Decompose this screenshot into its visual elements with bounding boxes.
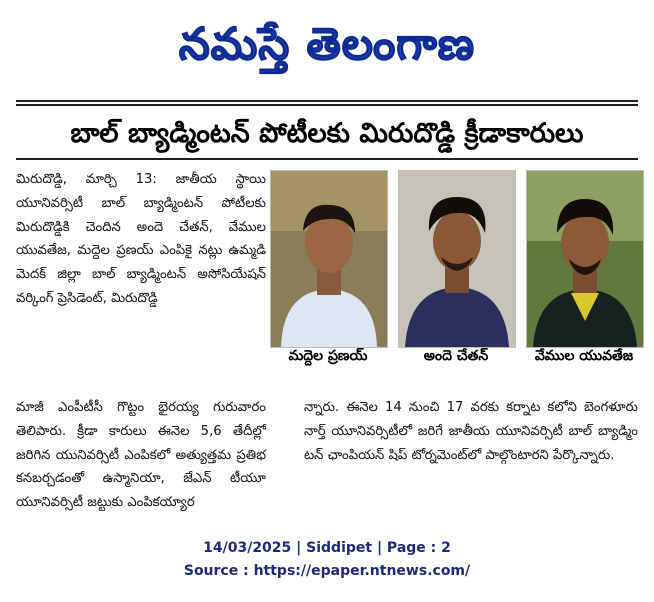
article-headline: బాల్ బ్యాడ్మింటన్ పోటీలకు మిరుదొడ్డి క్రీడాకారులు	[70, 118, 584, 149]
article-column-1: మిరుదొడ్డి, మార్చి 13: జాతీయ స్థాయి యూనివర్సిటీ బాల్ బ్యాడ్మింటన్ పోటీలకు మిరుదొడ్డికి చెందిన అందె చేతన్, వేముల యువతేజ, మద్దెల ప్రణయ్ ఎంపికై నట్లు ఉమ్మడి మెదక్ జిల్లా బాల్ బ్యాడ్మింటన్ అసోసియేషన్ వర్కింగ్ ప్రెసిడెంట్, మిరుదొడ్డి	[16, 172, 266, 306]
footer-date-line: 14/03/2025 | Siddipet | Page : 2	[203, 540, 451, 556]
article-column-3: న్నారు. ఈనెల 14 నుంచి 17 వరకు కర్నాట కలోని బెంగళూరు నార్త్ యూనివర్సిటీలో జరిగే జాతీయ యూనివర్సిటీ బాల్ బ్యాడ్మిం టన్ ఛాంపియన్ షిప్ టోర్నమెంట్‌లో పాల్గొంటారని పేర్కొన్నారు.	[304, 400, 638, 463]
news-clipping	[16, 8, 638, 538]
masthead-title: నమస్తే తెలంగాణ	[178, 19, 476, 70]
photo-caption-3: వేముల యువతేజ	[534, 348, 634, 364]
photo-player-2	[398, 170, 516, 348]
photo-player-3	[526, 170, 644, 348]
article-column-2: మాజీ ఎంపీటీసీ గొట్టం భైరయ్య గురువారం తెలిపారు. క్రీడా కారులు ఈనెల 5,6 తేదీల్లో జరిగిన యునివర్సిటీ ఎంపికలో అత్యుత్తమ ప్రతిభ కనబర్చడంతో ఉస్మానియా, జేఎన్ టీయూ యూనివర్సిటీ జట్టుకు ఎంపికయ్యార	[16, 400, 266, 511]
masthead	[16, 8, 638, 92]
masthead-divider	[16, 100, 638, 102]
portrait-image	[399, 171, 515, 347]
photo-caption-1: మద్దెల ప్రణయ్	[288, 348, 368, 364]
photo-player-1	[270, 170, 388, 348]
portrait-image	[271, 171, 387, 347]
masthead-divider-2	[16, 104, 638, 106]
photo-caption-2: అందె చేతన్	[423, 348, 489, 364]
headline-divider	[16, 158, 638, 160]
portrait-image	[527, 171, 643, 347]
footer-source-line: Source : https://epaper.ntnews.com/	[183, 563, 471, 579]
